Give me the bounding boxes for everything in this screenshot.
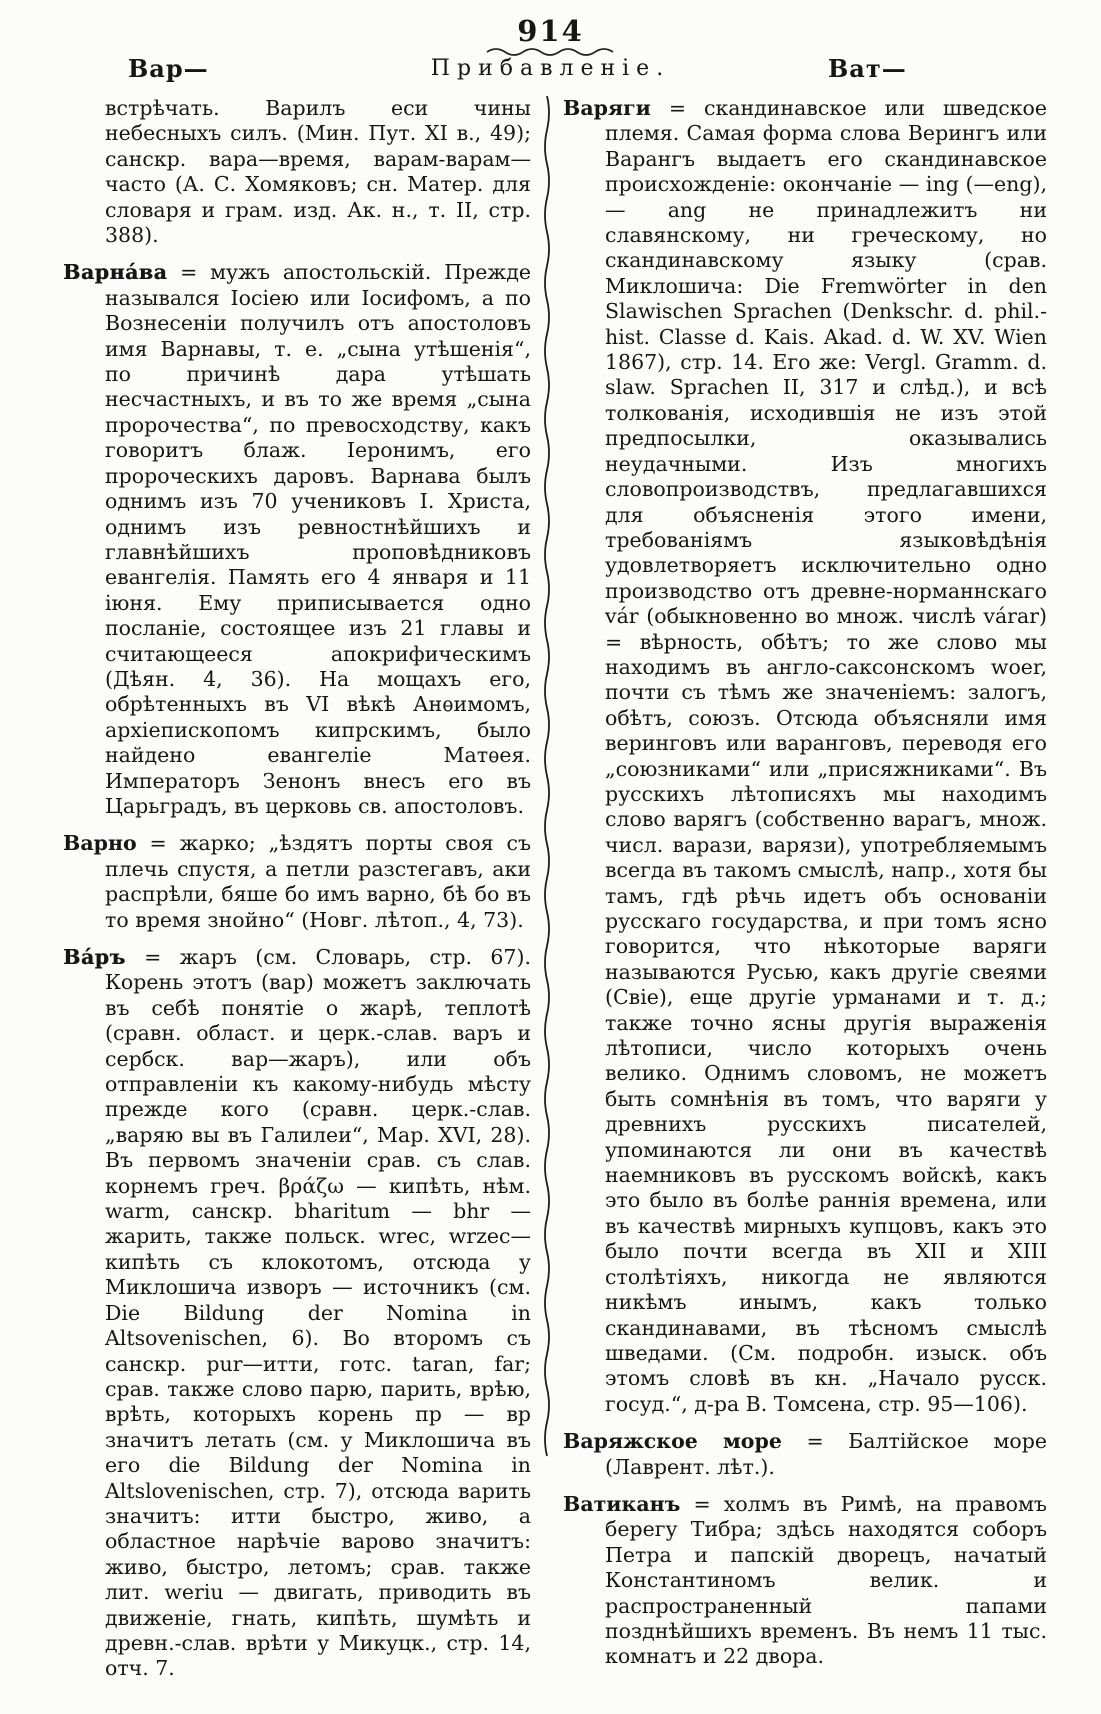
headword-vatikan: Ватиканъ xyxy=(563,1491,681,1516)
column-divider-rule xyxy=(543,96,552,1471)
entry-body: = Балтійское море (Лаврент. лѣт.). xyxy=(605,1429,1047,1479)
left-column xyxy=(63,96,531,1700)
right-column xyxy=(563,96,1047,1700)
guide-word-right: Ват— xyxy=(828,54,907,83)
section-title: Прибавленіе. xyxy=(430,56,671,81)
entry-body: = скандинавское или шведское племя. Самая форма слова Верингъ или Варангъ выдаетъ его скандинавское происхожденіе: окончаніе — ing (—eng), — ang не принадлежитъ ни славянскому, ни греческому, но скандинавскому языку (срав. Миклошича: Die Fremwörter in den Slawischen Sprachen (Denkschr. d. phil.-hist. Classe d. Kais. Akad. d. W. XV. Wien 1867), стр. 14. Его же: Vergl. Gramm. d. slaw. Sprachen II, 317 и слѣд.), и всѣ толкованія, исходившія не изъ этой предпосылки, оказывались неудачными. Изъ многихъ словопроизводствъ, предлагавшихся для объясненія этого имени, требованіямъ языковѣдѣнія удовлетворяетъ исключительно одно производство отъ древне-норманнскаго vár (обыкновенно во множ. числѣ várar) = вѣрность, обѣтъ; то же слово мы находимъ въ англо-саксонскомъ woer, почти съ тѣмъ же значеніемъ: залогъ, обѣтъ, союзъ. Отсюда объясняли имя веринговъ или варанговъ, переводя его „союзниками“ или „присяжниками“. Въ русскихъ лѣтописяхъ мы находимъ слово варягъ (собственно варагъ, множ. числ. варази, варязи), употребляемымъ всегда въ такомъ смыслѣ, напр., хотя бы тамъ, гдѣ рѣчь идетъ объ основаніи русскаго государства, и при томъ ясно говорится, что нѣкоторые варяги называются Русью, какъ другіе свеями (Свіе), еще другіе урманами и т. д.; также точно ясны другія выраженія лѣтописи, число которыхъ очень велико. Однимъ словомъ, не можетъ быть сомнѣнія въ томъ, что варяги у древнихъ русскихъ писателей, упоминаются ли они въ качествѣ наемниковъ въ русскомъ войскѣ, какъ это было въ болѣе раннія времена, или въ качествѣ мирныхъ купцовъ, какъ это было почти всегда въ XII и XIII столѣтіяхъ, никогда не являются никѣмъ инымъ, какъ только скандинавами, въ тѣсномъ смыслѣ шведами. (См. подробн. изыск. объ этомъ словѣ въ кн. „Начало русск. госуд.“, д-ра В. Томсена, стр. 95—106). xyxy=(605,96,1047,1416)
headword-varyagi: Варяги xyxy=(563,96,651,120)
entry-body: = жарко; „ѣздятъ порты своя съ плечь спустя, а петли разстегавъ, аки распрѣли, бяше бо имъ варно, бѣ бо въ то время знойно“ (Новг. лѣтоп., 4, 73). xyxy=(105,831,531,932)
continuation-paragraph: встрѣчать. Варилъ еси чины небесныхъ силъ. (Мин. Пут. XI в., 49); санскр. вара—время, варам-варам—часто (А. С. Хомяковъ; сн. Матер. для словаря и грам. изд. Ак. н., т. II, стр. 388). xyxy=(105,96,531,248)
headword-var: Ва́ръ xyxy=(63,945,126,969)
headword-varno: Варно xyxy=(63,831,137,856)
column-divider xyxy=(531,96,563,1700)
entry-varno xyxy=(63,831,531,933)
entry-varnava xyxy=(63,260,531,819)
entry-varyazhskoe-more xyxy=(563,1429,1047,1480)
text-columns xyxy=(63,96,1047,1700)
entry-body: = жаръ (см. Словарь, стр. 67). Корень этотъ (вар) можетъ заключать въ себѣ понятіе о жарѣ, теплотѣ (сравн. област. и церк.-слав. варъ и сербск. вар—жаръ), или объ отправленіи къ какому-нибудь мѣсту прежде кого (сравн. церк.-слав. „варяю вы въ Галилеи“, Мар. XVI, 28). Въ первомъ значеніи срав. съ слав. корнемъ греч. βράζω — кипѣть, нѣм. warm, санскр. bharitum — bhr — жарить, также польск. wrec, wrzec—кипѣть съ клокотомъ, отсюда у Миклошича изворъ — источникъ (см. Die Bildung der Nomina in Altsovenischen, 6). Во второмъ съ санскр. pur—итти, готс. taran, far; срав. также слово парю, парить, врѣю, врѣть, которыхъ корень пр — вр значитъ летать (см. у Миклошича въ его die Bildung der Nomina in Altslovenischen, стр. 7), отсюда варить значитъ: итти быстро, живо, а областное нарѣчіе варово значитъ: живо, быстро, летомъ; срав. также лит. weriu — двигать, приводить въ движеніе, гнать, кипѣть, шумѣть и древн.-слав. врѣти у Микуцк., стр. 14, отч. 7. xyxy=(105,945,531,1681)
headword-varnava: Варна́ва xyxy=(63,260,168,285)
guide-word-left: Вар— xyxy=(128,54,209,83)
entry-var xyxy=(63,945,531,1682)
page-number: 914 xyxy=(517,14,584,48)
entry-body: = мужъ апостольскій. Прежде назывался Іосіею или Іосифомъ, а по Вознесеніи получилъ отъ апостоловъ имя Варнавы, т. е. „сына утѣшенія“, по причинѣ дара утѣшать несчастныхъ, и въ то же время „сына пророчества“, по превосходству, какъ говоритъ блаж. Іеронимъ, его пророческихъ даровъ. Варнава былъ однимъ изъ 70 учениковъ І. Христа, однимъ изъ ревностнѣйшихъ и главнѣйшихъ проповѣдниковъ евангелія. Память его 4 января и 11 іюня. Ему приписывается одно посланіе, состоящее изъ 21 главы и считающееся апокрифическимъ (Дѣян. 4, 36). На мощахъ его, обрѣтенныхъ въ VI вѣкѣ Анѳимомъ, архіепископомъ кипрскимъ, было найдено евангеліе Матѳея. Императоръ Зенонъ внесъ его въ Царьградъ, въ церковь св. апостоловъ. xyxy=(105,260,531,818)
page-header xyxy=(0,16,1101,57)
headword-varyazhskoe-more: Варяжское море xyxy=(563,1429,782,1454)
entry-vatikan xyxy=(563,1492,1047,1670)
entry-varyagi xyxy=(563,96,1047,1417)
entry-body: = холмъ въ Римѣ, на правомъ берегу Тибра; здѣсь находятся соборъ Петра и папскій дворецъ, начатый Константиномъ велик. и распространенный папами позднѣйшихъ временъ. Въ немъ 11 тыс. комнатъ и 22 двора. xyxy=(605,1491,1047,1669)
